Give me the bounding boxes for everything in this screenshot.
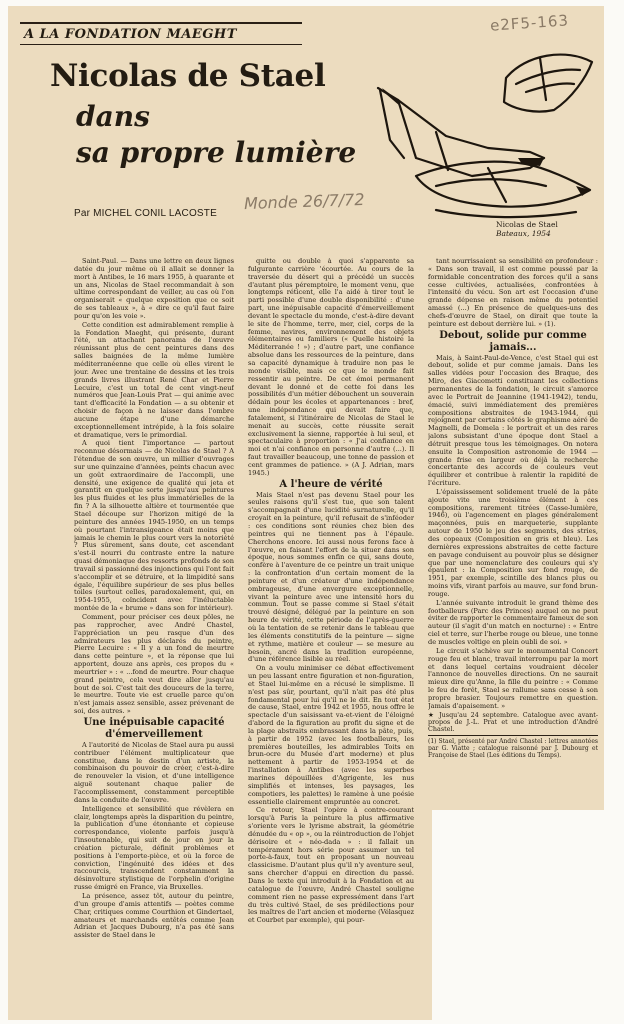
headline-line1: Nicolas de Stael bbox=[50, 58, 326, 94]
paragraph: Ce retour, Stael l'opère à contre-courant lorsqu'à Paris la peinture la plus affirmative s'oriente vers le lyrisme abstrait, la géométrie dénudée du « op », ou la réintroduction de l'objet dérisoire et « néo-dada » : il fallait un tempérament hors série pour assumer un tel porte-à-faux, tout en proposant un nouveau classicisme. D'autant plus qu'il n'y aventure seul, sans chercher d'appui en direction du passé. Dans le texte qui introduit à la Fondation et au catalogue de l'œuvre, André Chastel souligne comment rien ne passe expressément dans l'art du très cultivé Stael, de ses prédilections pour les maîtres de l'art ancien et moderne (Vélasquez et Courbet par exemple), qui pour- bbox=[248, 806, 414, 925]
exhibition-note: ★ Jusqu'au 24 septembre. Catalogue avec avant-propos de J.-L. Prat et une introduction d'André Chastel. bbox=[428, 710, 598, 734]
byline: Par MICHEL CONIL LACOSTE bbox=[74, 208, 217, 219]
paragraph: Intelligence et sensibilité que révèlera en clair, longtemps après la disparition du peintre, la publication d'une étonnante et copieuse correspondance, violente parfois jusqu'à l'insoutenable, qui suit de jour en jour la création picturale, définit problèmes et positions à l'emporte-pièce, et où la force de conviction, l'ingénuité des idées et des raccourcis, transcendent constamment la désinvolture stylistique de l'orphelin d'origine russe émigré en France, via Bruxelles. bbox=[74, 804, 234, 892]
paragraph: L'épaississement solidement truelé de la pâte ajoute vite une troisième élément à ces compositions, rarement titrées (Casse-lumière, 1946), où l'agencement en plages généralement maçonnées, puis en marqueterie, supplante autour de 1950 le jeu des segments, des stries, des copeaux (Composition en gris et bleu). Les dernières expressions abstraites de cette facture en pavage conduisent au pouvoir plus se désigner que par une nomenclature des couleurs qui s'y épaulent : la Composition sur fond rouge, de 1951, par exemple, scintille des blancs plus ou moins vifs, virant parfois au mauve, sur fond brun-rouge. bbox=[428, 487, 598, 598]
caption-title: Bateaux, 1954 bbox=[496, 229, 551, 238]
subheading: Une inépuisable capacité d'émerveillement bbox=[83, 716, 225, 740]
section-kicker: A LA FONDATION MAEGHT bbox=[20, 22, 302, 45]
clipping-cutout-notch bbox=[604, 0, 624, 1024]
paragraph: L'année suivante introduit le grand thème des footballeurs (Parc des Princes) auquel on ne peut éviter de rapporter le commentaire fameux de son auteur (il s'agit d'un match en nocturne) : « Entre ciel et terre, sur l'herbe rouge ou bleue, une tonne de muscles voltige en plein oubli de soi. » bbox=[428, 598, 598, 646]
article-column-2 bbox=[248, 258, 414, 1020]
boats-sketch-icon bbox=[376, 40, 602, 234]
illustration-caption bbox=[496, 220, 558, 238]
paragraph: Cette condition est admirablement remplie à la Fondation Maeght, qui présente, durant l'été, un attachant panorama de l'œuvre réunissant plus de cent peintures dans des salles baignées de la même lumière méditerranéenne que celle où elles virent le jour. Avec une trentaine de dessins et les trois grands livres illustrant René Char et Pierre Lecuire, c'est un total de cent vingt-neuf numéros que Jean-Louis Prat — qui anime avec tant d'efficacité la Fondation — a su obtenir et choisir de façon à ne laisser dans l'ombre aucune étape d'une démarche exceptionnellement intrépide, à la fois solaire et dramatique, vers le primordial. bbox=[74, 320, 234, 439]
paragraph: Comment, pour préciser ces deux pôles, ne pas rapprocher, avec André Chastel, l'appréciation un peu rasque d'un des admirateurs les plus déclarés du peintre, Pierre Lecuire : « Il y a un fond de meurtre dans cette peinture », et la réponse que lui apportent, douze ans après, ces propos du « meurtrier » : « ...fond de meurtre. Pour chaque grand peintre, cela veut dire aller jusqu'au bout de soi. C'est tait des douceurs de la terre, le meurtre. Toute vie est cruelle parce qu'on n'est jamais assez sensible, assez prévenant de soi, des autres. » bbox=[74, 612, 234, 716]
paragraph: Saint-Paul. — Dans une lettre en deux lignes datée du jour même où il allait se donner la mort à Antibes, le 16 mars 1955, à quarante et un ans, Nicolas de Stael recommandait à son ultime correspondant de veiller, au cas où l'on organiserait « quelque exposition que ce soit de ses tableaux », à « dire ce qu'il faut faire pour qu'on les voie ». bbox=[74, 258, 234, 320]
article-column-3 bbox=[428, 258, 598, 1018]
paragraph: Le circuit s'achève sur le monumental Concert rouge feu et blanc, travail interrompu par la mort et dans lequel certains voudraient déceler l'annonce de nouvelles directions. On ne saurait mieux dire qu'Anne, la fille du peintre : « Comme le feu de forêt, Stael se rallume sans cesse à son propre brasier. Toujours remettre en question. Jamais d'apaisement. » bbox=[428, 646, 598, 710]
paragraph: A l'autorité de Nicolas de Stael aura pu aussi contribuer l'élément multiplicateur que constitue, dans le destin d'un artiste, la combinaison du pouvoir de créer, c'est-à-dire de renouveler la vision, et d'une intelligence aiguë soutenant chaque palier de l'accomplissement, constamment perceptible dans la conduite de l'œuvre. bbox=[74, 740, 234, 804]
paragraph: On a voulu minimiser ce débat effectivement un peu lassant entre figuration et non-figuration, et Stael lui-même en a récusé le simplisme. Il n'est pas sûr, pourtant, qu'il n'ait pas été plus fondamental pour lui qu'il ne le dit. En tout état de cause, Stael, entre 1942 et 1955, nous offre le spectacle d'un saisissant va-et-vient de l'éloigné d'abord de la figuration au profit du signe et de la plage abstraits embrassant dans la pâte, puis, à partir de 1952 (avec les footballeurs, les premières bouteilles, les admirables Toits en brun-ocre du Musée d'art moderne) et plus nettement à partir de 1953-1954 et de l'installation à Antibes (avec les superbes marines dépouillées d'Agrigente, les nus simplifiés et intenses, les paysages, les compotiers, les palettes) le ramène à une poésie essentielle clairement empruntée au concret. bbox=[248, 664, 414, 806]
paragraph: quitte ou double à quoi s'apparente sa fulgurante carrière 'écourtée. Au cours de la traversée du désert qui a précédé un succès d'autant plus péremptoire, le moment venu, que longtemps réticent, elle l'a aidé à tirer tout le parti possible d'une double disponibilité : d'une part, une inépuisable capacité d'émerveillement devant le spectacle du monde, c'est-à-dire devant le site de l'homme, terre, mer, ciel, corps de la femme, navires, environnement des objets élémentaires ou familiers (« Quelle histoire la Méditerranée ! ») ; d'autre part, une confiance absolue dans les ressources de la peinture, dans sa capacité dynamique à traduire non pas le monde visible, mais ce que le monde fait ressentir au peintre. De cet émoi permanent devant le donné et de cette foi dans les possibilités d'un métier débouchent un souverain dédain pour les écoles et appartenances : bref, une indépendance qui devait faire que, fatalement, si l'itinéraire de Nicolas de Stael le menait au succès, cette réussite serait exclusivement la sienne, rapportée à lui seul, et spectaculaire à proportion : « J'ai confiance en moi et n'ai confiance en personne d'autre (...). Il faut travailler beaucoup, une tonne de passion et cent grammes de patience. » (A J. Adrian, mars 1945.) bbox=[248, 258, 414, 477]
subheading: A l'heure de vérité bbox=[279, 478, 383, 490]
paragraph: A quoi tient l'importance — partout reconnue désormais — de Nicolas de Stael ? A l'étendue de son œuvre, un millier d'ouvrages sur une quinzaine d'années, peints chacun avec un goût extraordinaire de l'accompli, une densité, une exigence de qualité qui jeta et garantit en quelque sorte jusqu'aux peintures les plus fluides et les plus immatérielles de la fin ? A la silhouette altière et tourmentée que Stael découpe sur l'horizon mitigé de la peinture des années 1945-1950, en un temps où pourtant l'intransigeance était moins que jamais le chemin le plus court vers la notoriété ? Plus sûrement, sans doute, cet ascendant s'est-il nourri du contraste entre la nature quasi démoniaque des ressorts profonds de son travail si passionné des injonctions qui l'ont fait s'accomplir et se détruire, et la limpidité sans égale, l'équilibre supérieur de ses plus belles toiles (surtout celles, paradoxalement, qui, en 1954-1955, coïncident avec l'inéluctable montée de la « brume » dans son for intérieur). bbox=[74, 439, 234, 613]
handwritten-note: Monde 26/7/72 bbox=[243, 189, 365, 214]
subheading: Debout, solide pur comme jamais... bbox=[439, 329, 587, 353]
paragraph: Mais Stael n'est pas devenu Stael pour les seules raisons qu'il s'est tue, que son talent s'accompagnait d'une lucidité surnaturelle, qu'il croyait en la peinture, qu'il refusait de s'inféoder : ces conditions sont réunies chez bien des peintres qui ne tiennent pas à l'épaule. Cherchons encore. Ici aussi nous ferons face à l'œuvre, en faisant l'effort de la situer dans son époque, nous sommes enfin ce qui, sans doute, confère à l'aventure de ce peintre un trait unique : la confrontation d'un certain moment de la peinture et d'un créateur d'une indépendance ombrageuse, d'une envergure exceptionnelle, vivant la peinture avec une intensité hors du commun. Tout se passe comme si Stael s'était trouvé désigné, délégué par la peinture en son heure de vérité, cette période de l'après-guerre où la tentation de se retenir dans le tableau que les éléments constitutifs de la peinture — signe et rythme, matière et couleur — se mesure au besoin, ancré dans la tradition européenne, d'une référence lisible au réel. bbox=[248, 490, 414, 664]
paragraph: tant nourrissaient sa sensibilité en profondeur : « Dans son travail, il est comme poussé par la formidable concentration des forces qu'il a sans cesse cultivées, actualisées, confrontées à l'intensité du vécu. Son art est l'occasion d'une grande dépense en raison même du potentiel amassé (...) En présence de quelques-uns des chefs-d'œuvre de Stael, on dirait que toute la peinture est debout derrière lui. » (1). bbox=[428, 258, 598, 328]
headline-line3: sa propre lumière bbox=[76, 136, 357, 169]
caption-artist: Nicolas de Stael bbox=[496, 220, 558, 229]
headline-line2: dans bbox=[76, 100, 150, 133]
paragraph: Mais, à Saint-Paul-de-Vence, c'est Stael qui est debout, solide et pur comme jamais. Dans les salles vidées pour l'occasion des Braque, des Miro, des Giacometti constituant les collections permanentes de la fondation, le circuit s'amorce avec le Portrait de Jeannine (1941-1942), tendu, émacié, suivi immédiatement des premières compositions abstraites de 1943-1944, qui rejoignent par certains côtés le graphisme aéré de Magnelli, de Domela : le portrait et un des rares jalons subsistant d'une époque dont Stael a détruit presque tous les témoignages. On notera ensuite la Composition astronomie de 1944 — grande frise en largeur où déjà la recherche concertante des accords de couleurs veut équilibrer et contribue à ralentir la rapidité de l'écriture. bbox=[428, 353, 598, 488]
article-column-1 bbox=[74, 258, 234, 1010]
paragraph: La présence, assez tôt, autour du peintre, d'un groupe d'amis attentifs — poètes comme Char, critiques comme Courthion et Gindertael, amateurs et marchands entêtés comme Jean Adrian et Jacques Dubourg, n'a pas été sans assister de Stael dans le bbox=[74, 891, 234, 940]
footnote: (1) Stael, présenté par André Chastel : lettres annotées par G. Viatte ; catalogue raisonné par J. Dubourg et Françoise de Stael (Les éditions du Temps). bbox=[428, 735, 598, 759]
archive-mark: e2F5-163 bbox=[489, 11, 570, 35]
